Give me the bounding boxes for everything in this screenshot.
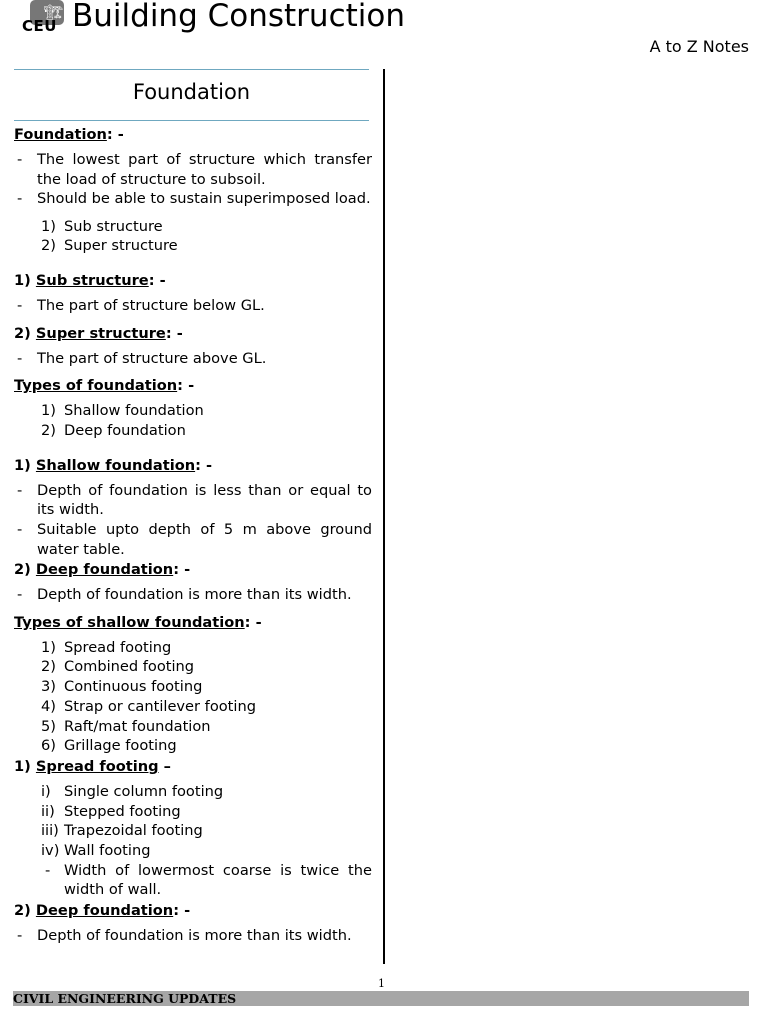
list-item: 5) Raft/mat foundation <box>41 717 211 735</box>
bullet-item: - Should be able to sustain superimposed load. <box>17 190 371 208</box>
footer-text: CIVIL ENGINEERING UPDATES <box>13 991 237 1006</box>
list-item: 2) Super structure <box>41 237 178 255</box>
bullet-item: - The part of structure above GL. <box>17 349 267 367</box>
heading-shallow-foundation: 1) Shallow foundation: - <box>14 456 213 474</box>
construction-worker-icon: 🏗 <box>44 3 64 21</box>
section-rule-bottom <box>14 120 369 121</box>
heading-spread-footing: 1) Spread footing – <box>14 757 171 775</box>
column-divider <box>383 69 385 964</box>
bullet-item: - Depth of foundation is more than its width. <box>17 586 352 604</box>
bullet-item: - The part of structure below GL. <box>17 297 265 315</box>
list-item: 3) Continuous footing <box>41 678 203 696</box>
sub-bullet-item: - Width of lowermost coarse is twice the width of wall. <box>45 861 372 899</box>
page-title: Building Construction <box>72 0 405 34</box>
logo-text: CEU <box>22 17 57 35</box>
list-item: i) Single column footing <box>41 782 224 800</box>
list-item: 4) Strap or cantilever footing <box>41 697 256 715</box>
bullet-item: - Suitable upto depth of 5 m above ground water table. <box>17 520 372 558</box>
list-item: 2) Deep foundation <box>41 422 186 440</box>
logo <box>22 0 66 36</box>
list-item: ii) Stepped footing <box>41 802 181 820</box>
page-number: 1 <box>378 977 385 990</box>
section-title: Foundation <box>132 80 251 104</box>
heading-types-of-foundation: Types of foundation: - <box>14 377 195 395</box>
heading-super-structure: 2) Super structure: - <box>14 324 183 342</box>
list-item: 1) Shallow foundation <box>41 402 204 420</box>
bullet-item: - Depth of foundation is more than its width. <box>17 926 352 944</box>
heading-deep-foundation: 2) Deep foundation: - <box>14 561 191 579</box>
list-item: 2) Combined footing <box>41 658 195 676</box>
list-item: 1) Spread footing <box>41 638 172 656</box>
heading-text: Foundation <box>14 126 107 143</box>
footer-bar <box>13 991 749 1006</box>
list-item: 6) Grillage footing <box>41 737 177 755</box>
list-item: iv) Wall footing <box>41 842 151 860</box>
bullet-item: - Depth of foundation is less than or equal to its width. <box>17 481 372 519</box>
heading-foundation: Foundation: - <box>14 126 124 143</box>
list-item: 1) Sub structure <box>41 217 163 235</box>
heading-deep-foundation-2: 2) Deep foundation: - <box>14 901 191 919</box>
heading-sub-structure: 1) Sub structure: - <box>14 272 166 290</box>
bullet-item: - The lowest part of structure which transfer the load of structure to subsoil. <box>17 151 372 188</box>
list-item: iii) Trapezoidal footing <box>41 822 203 840</box>
section-rule-top <box>14 69 369 70</box>
heading-types-of-shallow-foundation: Types of shallow foundation: - <box>14 613 262 631</box>
page-subtitle: A to Z Notes <box>649 37 749 56</box>
notes-column <box>14 124 372 946</box>
